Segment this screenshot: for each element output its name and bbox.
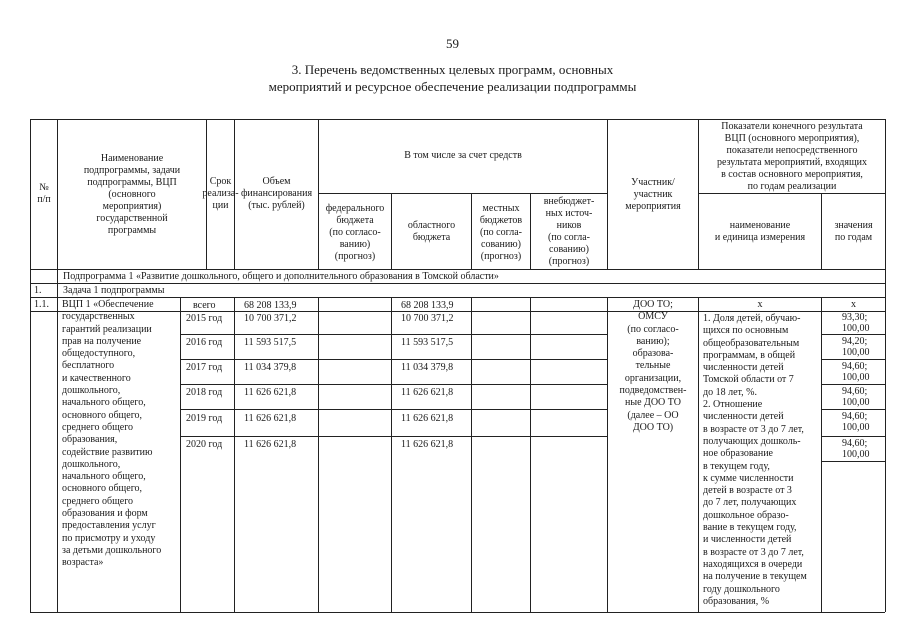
title-line-2: мероприятий и ресурсное обеспечение реализации подпрограммы bbox=[268, 79, 637, 94]
term-total: всего bbox=[193, 300, 216, 311]
volume-2017: 11 034 379,8 bbox=[244, 362, 297, 373]
indicator-x: х bbox=[757, 299, 763, 310]
participant: ДОО ТО; ОМСУ (по согласо- ванию); образова- тельные организации, подведомствен- ные ДОО ТО (далее – ОО ДОО ТО) bbox=[619, 299, 687, 433]
page-number: 59 bbox=[446, 36, 459, 51]
value-2016: 94,20; 100,00 bbox=[842, 336, 870, 358]
title-line-1: 3. Перечень ведомственных целевых программ, основных bbox=[291, 62, 614, 77]
value-2018: 94,60; 100,00 bbox=[842, 386, 870, 408]
subprogram-row: Подпрограмма 1 «Развитие дошкольного, общего и дополнительного образования в Томской области» bbox=[63, 271, 499, 282]
value-x: х bbox=[851, 299, 856, 310]
header-col-federal: федерального бюджета (по согласо- ванию) (прогноз) bbox=[325, 203, 385, 262]
value-2019: 94,60; 100,00 bbox=[842, 411, 870, 433]
regional-2015: 10 700 371,2 bbox=[401, 313, 454, 324]
term-2019: 2019 год bbox=[186, 413, 223, 424]
task-row-label: Задача 1 подпрограммы bbox=[63, 285, 165, 296]
regional-2020: 11 626 621,8 bbox=[401, 439, 454, 450]
page-title bbox=[0, 61, 905, 95]
regional-2016: 11 593 517,5 bbox=[401, 337, 454, 348]
value-2017: 94,60; 100,00 bbox=[842, 361, 870, 383]
vcp-name: ВЦП 1 «Обеспечение государственных гарантий реализации прав на получение общедоступного, бесплатного и качественного дошкольного, начального общего, основного общего, среднего общего образования, содействие развитию дошкольного, начального общего, основного общего, среднего общего образования и форм предоставления услуг по присмотру и уходу за детьми дошкольного возраста» bbox=[62, 299, 162, 569]
header-col-ind-name: наименование и единица измерения bbox=[714, 220, 806, 243]
vcp-row-number: 1.1. bbox=[34, 299, 49, 310]
header-col-volume: Объем финансирования (тыс. рублей) bbox=[240, 176, 313, 211]
header-col-regional: областного бюджета bbox=[407, 220, 456, 243]
regional-2017: 11 034 379,8 bbox=[401, 362, 454, 373]
header-col-term: Срок реализа- ции bbox=[202, 176, 239, 211]
header-indicators-group: Показатели конечного результата ВЦП (основного мероприятия), показатели непосредственного результата мероприятий, входящих в состав основного мероприятия, по годам реализации bbox=[716, 121, 868, 192]
regional-2018: 11 626 621,8 bbox=[401, 387, 454, 398]
value-2015: 93,30; 100,00 bbox=[842, 312, 870, 334]
volume-2020: 11 626 621,8 bbox=[244, 439, 297, 450]
header-col-ind-values: значения по годам bbox=[834, 220, 873, 243]
term-2017: 2017 год bbox=[186, 362, 223, 373]
volume-total: 68 208 133,9 bbox=[244, 300, 297, 311]
term-2016: 2016 год bbox=[186, 337, 223, 348]
indicator-text: 1. Доля детей, обучаю- щихся по основным общеобразовательным программам, в общей численности детей Томской области от 7 до 18 лет, %. 2. Отношение численности детей в возрасте от 3 до 7 лет, получающих дошколь- ное образование в текущем году, к сумме численности детей в возрасте от 3 до 7 лет, получающих дошкольное образо- вание в текущем году, и численности детей в возрасте от 3 до 7 лет, находящихся в очереди на получение в текущем году дошкольного образования, % bbox=[703, 313, 807, 607]
volume-2015: 10 700 371,2 bbox=[244, 313, 297, 324]
value-2020: 94,60; 100,00 bbox=[842, 438, 870, 460]
term-2020: 2020 год bbox=[186, 439, 223, 450]
header-col-extra: внебюджет- ных источ- ников (по согла- сованию) (прогноз) bbox=[543, 196, 595, 267]
volume-2018: 11 626 621,8 bbox=[244, 387, 297, 398]
regional-2019: 11 626 621,8 bbox=[401, 413, 454, 424]
term-2015: 2015 год bbox=[186, 313, 223, 324]
header-sources-group: В том числе за счет средств bbox=[404, 150, 522, 161]
programs-table bbox=[30, 119, 885, 612]
header-col-name: Наименование подпрограммы, задачи подпрограммы, ВЦП (основного мероприятия) государственной программы bbox=[83, 153, 181, 236]
header-col-participant: Участник/ участник мероприятия bbox=[625, 177, 681, 212]
term-2018: 2018 год bbox=[186, 387, 223, 398]
volume-2016: 11 593 517,5 bbox=[244, 337, 297, 348]
regional-total: 68 208 133,9 bbox=[401, 300, 454, 311]
volume-2019: 11 626 621,8 bbox=[244, 413, 297, 424]
header-col-no: № п/п bbox=[37, 182, 51, 205]
header-col-local: местных бюджетов (по согла- сованию) (прогноз) bbox=[479, 203, 523, 262]
task-row-number: 1. bbox=[34, 285, 42, 296]
